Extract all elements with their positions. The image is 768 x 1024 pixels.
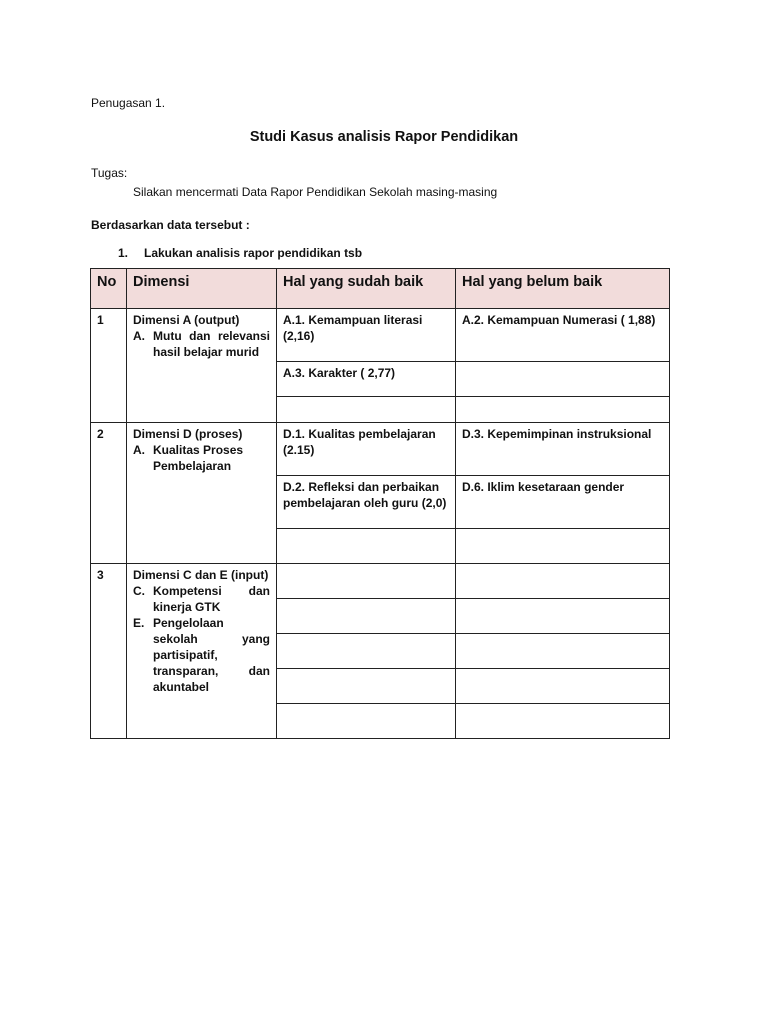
assignment-label: Penugasan 1. [91,96,166,110]
not-good-cell [456,564,670,599]
list-item [133,583,270,615]
table-header-row [91,269,670,309]
list-item [133,442,270,474]
good-cell: A.3. Karakter ( 2,77) [277,362,456,397]
list-marker: A. [133,329,145,343]
not-good-cell [456,362,670,397]
good-cell [277,599,456,634]
good-cell: D.1. Kualitas pembelajaran (2.15) [277,423,456,476]
list-item [133,615,270,695]
list-item [133,328,270,360]
good-cell [277,564,456,599]
header-good: Hal yang sudah baik [277,269,456,309]
step-item [118,245,362,261]
not-good-cell [456,634,670,669]
list-marker: C. [133,584,145,598]
not-good-cell [456,397,670,423]
list-item-text: Mutu dan relevansi hasil belajar murid [153,329,270,359]
dimensi-cell [127,564,277,739]
table-row [91,423,670,476]
row-number: 1 [91,309,127,423]
not-good-cell: D.3. Kepemimpinan instruksional [456,423,670,476]
not-good-cell: D.6. Iklim kesetaraan gender [456,476,670,529]
row-number: 2 [91,423,127,564]
good-cell [277,704,456,739]
not-good-cell [456,669,670,704]
task-text: Silakan mencermati Data Rapor Pendidikan Sekolah masing-masing [133,185,498,199]
not-good-cell [456,599,670,634]
good-cell [277,397,456,423]
table-row [91,564,670,599]
not-good-cell [456,704,670,739]
dimensi-title: Dimensi C dan E (input) [133,568,269,582]
dimensi-cell [127,423,277,564]
list-marker: A. [133,443,145,457]
not-good-cell: A.2. Kemampuan Numerasi ( 1,88) [456,309,670,362]
table-row [91,309,670,362]
list-item-text: Kompetensi dan kinerja GTK [153,584,270,614]
header-not-good: Hal yang belum baik [456,269,670,309]
list-item-text: Pengelolaan sekolah yang partisipatif, transparan, dan akuntabel [153,616,270,694]
good-cell [277,669,456,704]
list-marker: E. [133,616,145,630]
good-cell: D.2. Refleksi dan perbaikan pembelajaran oleh guru (2,0) [277,476,456,529]
document-title: Studi Kasus analisis Rapor Pendidikan [249,129,519,145]
row-number: 3 [91,564,127,739]
header-no: No [91,269,127,309]
good-cell [277,529,456,564]
task-label: Tugas: [91,166,128,180]
dimensi-list [133,442,270,474]
step-number: 1. [118,246,129,260]
dimensi-cell [127,309,277,423]
step-text: Lakukan analisis rapor pendidikan tsb [144,246,363,260]
rapor-analysis-table [90,268,670,739]
based-on-label: Berdasarkan data tersebut : [91,218,250,232]
good-cell [277,634,456,669]
header-dimensi: Dimensi [127,269,277,309]
dimensi-title: Dimensi D (proses) [133,427,243,441]
list-item-text: Kualitas Proses Pembelajaran [153,443,244,473]
dimensi-list [133,583,270,695]
good-cell: A.1. Kemampuan literasi (2,16) [277,309,456,362]
dimensi-title: Dimensi A (output) [133,313,240,327]
not-good-cell [456,529,670,564]
dimensi-list [133,328,270,360]
